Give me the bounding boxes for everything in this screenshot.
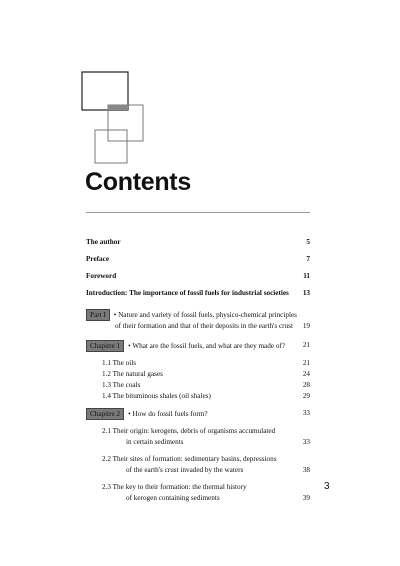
toc-section-cont (86, 437, 310, 448)
chapter-tag: Chapitre 2 (86, 408, 124, 420)
toc-section-cont (86, 465, 310, 476)
toc-entry-label: • Nature and variety of fossil fuels, physico-chemical principles (113, 311, 297, 319)
toc-entry-label: The author (86, 238, 121, 246)
toc-entry-label: in certain sediments (126, 438, 184, 446)
toc-entry-chapter-1[interactable] (86, 340, 310, 352)
toc-section[interactable] (86, 426, 310, 437)
toc-page-number: 11 (303, 272, 310, 280)
toc-entry-label: of the earth's crust invaded by the waters (126, 466, 244, 474)
decorative-squares-logo (80, 70, 150, 165)
toc-entry-author[interactable] (86, 237, 310, 248)
toc-section[interactable] (86, 369, 310, 380)
toc-section[interactable] (86, 482, 310, 493)
toc-entry-label: Introduction: The importance of fossil fuels for industrial societies (86, 289, 289, 297)
toc-page-number: 28 (302, 381, 310, 389)
toc-section[interactable] (86, 454, 310, 465)
table-of-contents (86, 237, 310, 504)
toc-page-number: 13 (302, 289, 310, 297)
toc-section[interactable] (86, 380, 310, 391)
toc-page-number: 21 (302, 341, 310, 349)
toc-section-cont (86, 493, 310, 504)
toc-entry-label: 1.4 The bituminous shales (oil shales) (102, 392, 211, 400)
toc-entry-preface[interactable] (86, 254, 310, 265)
page-title: Contents (85, 168, 191, 196)
part-tag: Part I (86, 309, 110, 321)
toc-entry-part-1[interactable] (86, 309, 310, 321)
toc-entry-label: • What are the fossil fuels, and what are they made of? (128, 342, 285, 350)
toc-page-number: 29 (302, 392, 310, 400)
toc-entry-label: 1.3 The coals (102, 381, 141, 389)
toc-entry-label: 2.2 Their sites of formation: sedimentary basins, depressions (102, 455, 277, 463)
title-divider (86, 212, 310, 213)
toc-entry-foreword[interactable] (86, 271, 310, 282)
page-number: 3 (324, 481, 330, 492)
chapter-tag: Chapitre 1 (86, 340, 124, 352)
toc-page-number: 24 (302, 370, 310, 378)
toc-page-number: 33 (302, 438, 310, 446)
toc-entry-label: 2.3 The key to their formation: the thermal history (102, 483, 247, 491)
toc-entry-part-1-cont (86, 321, 310, 332)
toc-page-number: 21 (302, 359, 310, 367)
toc-page-number: 38 (302, 466, 310, 474)
toc-page-number: 33 (302, 409, 310, 417)
toc-page-number: 7 (306, 255, 310, 263)
toc-page-number: 5 (306, 238, 310, 246)
toc-page-number: 19 (302, 322, 310, 330)
toc-entry-label: of kerogen containing sediments (126, 494, 220, 502)
toc-entry-label: Foreword (86, 272, 117, 280)
toc-entry-label: 2.1 Their origin: kerogens, debris of organisms accumulated (102, 427, 276, 435)
toc-section[interactable] (86, 358, 310, 369)
toc-entry-introduction[interactable] (86, 288, 310, 299)
toc-entry-chapter-2[interactable] (86, 408, 310, 420)
toc-entry-label: of their formation and that of their deposits in the earth's crust (115, 322, 293, 330)
toc-page-number: 39 (302, 494, 310, 502)
toc-entry-label: 1.2 The natural gases (102, 370, 163, 378)
toc-entry-label: 1.1 The oils (102, 359, 137, 367)
toc-entry-label: Preface (86, 255, 110, 263)
toc-entry-label: • How do fossil fuels form? (128, 410, 208, 418)
toc-section[interactable] (86, 391, 310, 402)
